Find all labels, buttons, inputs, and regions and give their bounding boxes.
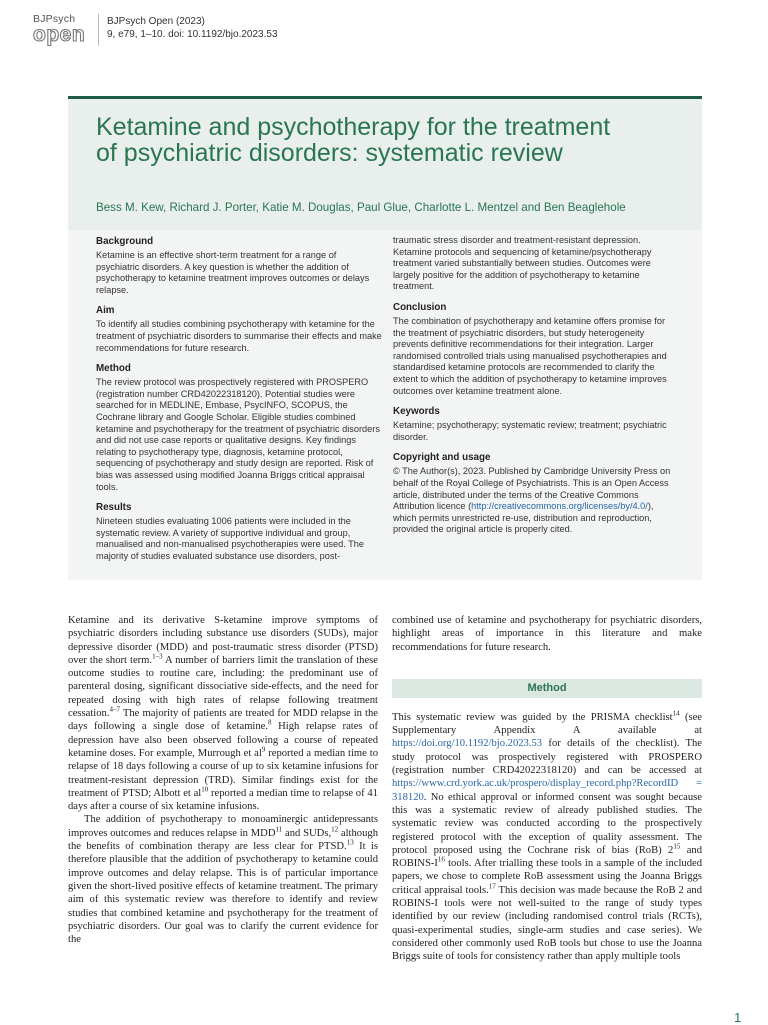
text-run: tools. After trialling these tools in a sample of the included papers, we chose to complete RoB assessment using the Joanna Briggs critical appraisal tools. xyxy=(392,858,702,896)
journal-year: (2023) xyxy=(175,16,205,27)
method-section-heading: Method xyxy=(392,679,702,698)
journal-logo xyxy=(33,14,91,46)
intro-paragraph-2 xyxy=(68,813,378,946)
citation-ref[interactable]: 4–7 xyxy=(109,705,120,714)
citation-ref[interactable]: 9 xyxy=(261,745,266,754)
conclusion-text: The combination of psychotherapy and ketamine offers promise for the treatment of psychiatric disorders, but study heterogeneity prevents definitive recommendations for their integration. Larger randomised controlled trials using manualised psychotherapies and standardised ketamine protocols are recommended to clarify the extent to which the addition of psychotherapy to ketamine improves outcomes over ketamine treatment alone. xyxy=(393,315,667,396)
supplementary-link[interactable]: https://doi.org/10.1192/bjo.2023.53 xyxy=(392,738,543,750)
abstract-right-column xyxy=(393,235,675,545)
citation-ref[interactable]: 8 xyxy=(268,718,272,727)
citation-ref[interactable]: 17 xyxy=(488,882,496,891)
text-run: although the benefits of combination therapy are less clear for PTSD. xyxy=(68,827,378,853)
page-number: 1 xyxy=(734,1010,742,1025)
citation-ref[interactable]: 1–3 xyxy=(152,652,163,661)
method-heading: Method xyxy=(96,363,131,375)
text-run: for details of the checklist). The study protocol was prospectively registered with PROSPERO (registration number CRD42022318120) and can be accessed at xyxy=(392,738,702,777)
text-run: This systematic review was guided by the PRISMA checklist xyxy=(392,711,673,723)
keywords-text: Ketamine; psychotherapy; systematic review; treatment; psychiatric disorder. xyxy=(393,420,667,442)
citation-ref[interactable]: 14 xyxy=(672,709,680,718)
aim-text: To identify all studies combining psychotherapy with ketamine for the treatment of psychiatric disorders to summarise their effects and make recommendations for future research. xyxy=(96,319,382,353)
body-right-column xyxy=(392,614,702,964)
text-run: (see Supplementary Appendix A available at xyxy=(392,711,703,737)
text-run: High relapse rates of depression have also been observed following a course of repeated ketamine doses. For example, Murrough et al xyxy=(68,721,378,759)
journal-citation xyxy=(107,15,278,41)
results-text: Nineteen studies evaluating 1006 patients were included in the systematic review. A variety of supportive individual and group, manualised and non-manualised psychotherapies were used. The majority of studies evaluated substance use disorders, post- xyxy=(96,516,364,561)
conclusion-heading: Conclusion xyxy=(393,301,447,313)
citation-line: 9, e79, 1–10. doi: 10.1192/bjo.2023.53 xyxy=(107,29,278,40)
background-heading: Background xyxy=(96,236,154,247)
citation-ref[interactable]: 10 xyxy=(201,785,209,794)
citation-ref[interactable]: 13 xyxy=(346,838,354,847)
body-left-column xyxy=(68,614,378,946)
results-heading: Results xyxy=(96,502,132,514)
copyright-post: ), which permits unrestricted re-use, distribution and reproduction, provided the original article is properly cited. xyxy=(393,501,654,535)
text-run: and ROBINS-I xyxy=(392,844,702,870)
text-run: and SUDs, xyxy=(282,827,332,839)
article-title: Ketamine and psychotherapy for the treatment of psychiatric disorders: systematic review xyxy=(96,113,611,167)
author-list: Bess M. Kew, Richard J. Porter, Katie M. Douglas, Paul Glue, Charlotte L. Mentzel and Ben Beaglehole xyxy=(96,201,626,214)
method-paragraph xyxy=(392,711,702,964)
intro-paragraph-1 xyxy=(68,614,378,813)
text-run: . No ethical approval or informed consent was sought because this was a systematic review of already published studies. The systematic review was conducted according to the prospectively registered protocol with the exception of quality assessment. The protocol proposed using the Cochrane risk of bias (RoB) 2 xyxy=(392,791,702,856)
text-run: Ketamine and its derivative S-ketamine improve symptoms of psychiatric disorders including substance use disorders (SUDs), major depressive disorder (MDD) and post-traumatic stress disorder (PTSD) over the short term. xyxy=(68,615,378,666)
text-run: reported a median time to relapse of 41 days after a course of six ketamine infusions. xyxy=(68,787,378,813)
text-run: reported a median time to relapse of 18 days following a course of up to six ketamine infusions for treatment-resistant depression (TRD). Similar findings exist for the treatment of PTSD; Albott et al xyxy=(68,747,378,799)
results-continued: traumatic stress disorder and treatment-resistant depression. Ketamine protocols and sequencing of ketamine/psychotherapy treatment varied substantially between studies. Outcomes were largely positive for the addition of psychotherapy to ketamine treatment. xyxy=(393,235,652,292)
copyright-pre: © The Author(s), 2023. Published by Cambridge University Press on behalf of the Royal College of Psychiatrists. This is an Open Access article, distributed under the terms of the Creative Commons Attribution licence ( xyxy=(393,466,671,512)
intro-paragraph-3: combined use of ketamine and psychotherapy for psychiatric disorders, highlight areas of importance in this literature and make recommendations for future research. xyxy=(392,615,702,653)
aim-heading: Aim xyxy=(96,305,115,317)
text-run: This decision was made because the RoB 2 and ROBINS-I tools were not well-suited to the range of study types identified by our review (including randomised control trials (RCTs), quasi-experimental studies, single-arm studies and case series). We considered other commonly used RoB tools but chose to use the Joanna Briggs suite of tools for consistency rather than apply multiple tools xyxy=(392,884,702,963)
copyright-text xyxy=(393,466,675,536)
abstract-left-column xyxy=(96,236,382,571)
background-text: Ketamine is an effective short-term treatment for a range of psychiatric disorders. A key question is whether the addition of psychotherapy to ketamine treatment improves outcomes or delays relapse. xyxy=(96,250,370,295)
citation-ref[interactable]: 11 xyxy=(275,825,283,834)
method-text: The review protocol was prospectively registered with PROSPERO (registration number CRD42022318120). Potential studies were searched for in MEDLINE, Embase, PsycINFO, SCOPUS, the Cochrane library and Google Scholar. Eligible studies combined ketamine and psychotherapy for the treatment of psychiatric disorders and did not use case reports or qualitative designs. Key findings relating to psychotherapy type, diagnosis, ketamine protocol, sequencing of psychotherapy and study design are reported. Risk of bias was assessed using modified Joanna Briggs critical appraisal tools. xyxy=(96,377,380,492)
copyright-heading: Copyright and usage xyxy=(393,452,491,464)
citation-ref[interactable]: 12 xyxy=(331,825,339,834)
citation-ref[interactable]: 16 xyxy=(437,855,445,864)
logo-top-text: BJPsych xyxy=(33,13,76,25)
citation-ref[interactable]: 15 xyxy=(673,842,681,851)
logo-open-text: open xyxy=(33,23,86,46)
keywords-heading: Keywords xyxy=(393,406,440,418)
abstract-box xyxy=(68,230,702,580)
license-link[interactable]: http://creativecommons.org/licenses/by/4.0/ xyxy=(471,501,648,512)
journal-name: BJPsych Open xyxy=(107,16,174,27)
text-run: The majority of patients are treated for MDD relapse in the days following a single dose of ketamine. xyxy=(68,708,378,733)
header-divider xyxy=(98,14,99,46)
text-run: A number of barriers limit the translation of these outcome studies to routine care, including: the predominant use of parenteral dosing, significant dissociative side-effects, and the need for repeated dosing with high rates of relapse following treatment cessation. xyxy=(68,654,378,720)
text-run: The addition of psychotherapy to monoaminergic antidepressants improves outcomes and reduces relapse in MDD xyxy=(68,814,378,839)
prospero-link[interactable]: https://www.crd.york.ac.uk/prospero/display_record.php?RecordID = 318120 xyxy=(392,778,702,803)
text-run: It is therefore plausible that the addition of psychotherapy to ketamine could improve outcomes and delay relapse. This is of particular importance given the short-lived positive effects of ketamine treatment. The primary aim of this systematic review was therefore to identify and review studies that combined ketamine and psychotherapy for the treatment of psychiatric disorders. Our goal was to clarify the current evidence for the xyxy=(68,841,378,946)
